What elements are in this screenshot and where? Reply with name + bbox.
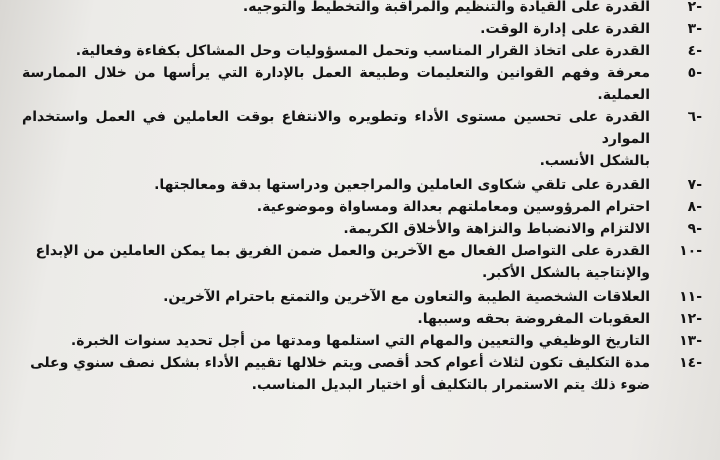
item-text [22, 240, 650, 284]
item-number: -٤ [687, 43, 702, 59]
item-number: -٨ [687, 199, 702, 215]
item-text-line: مدة التكليف تكون لثلاث أعوام كحد أقصى ويتم خلالها تقييم الأداء بشكل نصف سنوي وعلى [30, 355, 650, 371]
item-text [22, 174, 650, 196]
item-number: -١٠ [679, 243, 702, 259]
item-text-line: القدرة على التواصل الفعال مع الآخرين والعمل ضمن الفريق بما يمكن العاملين من الإبداع [35, 243, 650, 259]
item-text [22, 0, 650, 18]
item-text [22, 352, 650, 396]
list-item-8 [22, 196, 702, 218]
item-text [22, 286, 650, 308]
item-number: -١١ [679, 289, 702, 305]
list-item-14 [22, 352, 702, 396]
list-item-12 [22, 308, 702, 330]
item-text [22, 62, 650, 106]
item-text-line: الالتزام والانضباط والنزاهة والأخلاق الكريمة. [343, 221, 650, 237]
item-number: -٧ [687, 177, 702, 193]
list-item-6 [22, 106, 702, 172]
item-text-line: العقوبات المفروضة بحقه وسببها. [417, 311, 650, 327]
item-text-line: معرفة وفهم القوانين والتعليمات وطبيعة العمل بالإدارة التي يرأسها من خلال الممارسة العملية. [22, 65, 650, 103]
item-number: -١٢ [679, 311, 702, 327]
item-number: -٦ [687, 109, 702, 125]
item-text-line: القدرة على تلقي شكاوى العاملين والمراجعين ودراستها بدقة ومعالجتها. [154, 177, 650, 193]
item-number: -٩ [687, 221, 702, 237]
item-text [22, 308, 650, 330]
item-text-line: القدرة على تحسين مستوى الأداء وتطويره والانتفاع بوقت العاملين في العمل واستخدام الموارد [22, 109, 650, 147]
list-item-11 [22, 286, 702, 308]
list-item-4 [22, 40, 702, 62]
item-text [22, 18, 650, 40]
item-text [22, 330, 650, 352]
item-number: -٣ [687, 21, 702, 37]
item-text-line: العلاقات الشخصية الطيبة والتعاون مع الآخرين والتمتع باحترام الآخرين. [163, 289, 650, 305]
list-item-10 [22, 240, 702, 284]
item-text-line: والإنتاجية بالشكل الأكبر. [482, 265, 650, 281]
item-text-line: القدرة على القيادة والتنظيم والمراقبة والتخطيط والتوجيه. [242, 0, 650, 15]
item-number: -٢ [687, 0, 702, 15]
item-text-line: بالشكل الأنسب. [539, 153, 650, 169]
criteria-list [22, 0, 702, 396]
item-text [22, 40, 650, 62]
item-number: -١٣ [679, 333, 702, 349]
list-item-9 [22, 218, 702, 240]
item-number: -٥ [687, 65, 702, 81]
list-item-3 [22, 18, 702, 40]
item-text-line: احترام المرؤوسين ومعاملتهم بعدالة ومساواة وموضوعية. [256, 199, 650, 215]
item-text [22, 196, 650, 218]
list-item-13 [22, 330, 702, 352]
list-item-5 [22, 62, 702, 106]
item-text-line: القدرة على إدارة الوقت. [480, 21, 650, 37]
list-item-7 [22, 174, 702, 196]
item-text [22, 106, 650, 172]
item-number: -١٤ [679, 355, 702, 371]
item-text-line: ضوء ذلك يتم الاستمرار بالتكليف أو اختيار البديل المناسب. [251, 377, 650, 393]
item-text-line: القدرة على اتخاذ القرار المناسب وتحمل المسؤوليات وحل المشاكل بكفاءة وفعالية. [75, 43, 650, 59]
item-text-line: التاريخ الوظيفي والتعيين والمهام التي استلمها ومدتها من أجل تحديد سنوات الخبرة. [70, 333, 650, 349]
list-item-2 [22, 0, 702, 18]
item-text [22, 218, 650, 240]
